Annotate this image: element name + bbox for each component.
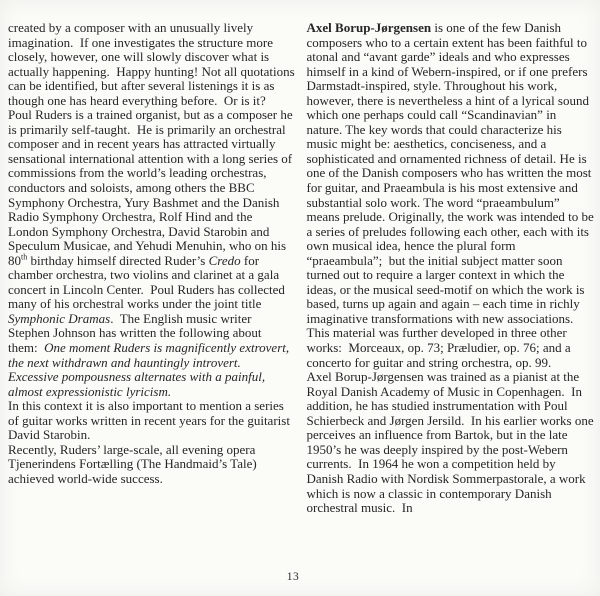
- italic-text-run: Credo: [208, 252, 241, 268]
- text-run: created by a composer with an unusually lively imagination. If one investigates the structure more closely, however, one will slowly discover what is actually happening. Happy hunting! Not all quotations can be identified, but after several listenings it is as though one has heard everything before. Or is it?: [8, 20, 295, 108]
- italic-text-run: One moment Ruders is magnificently extrovert, the next withdrawn and hauntingly introvert. Excessive pompousness alternates with a painful, almost expressionistic lyricism.: [8, 340, 290, 399]
- right-column: [307, 21, 595, 516]
- bold-text-run: Axel Borup-Jørgensen: [306, 20, 432, 35]
- paragraph: [8, 21, 296, 108]
- paragraph: [307, 370, 595, 515]
- text-run: for chamber orchestra, two violins and clarinet at a gala concert in Lincoln Center. Poul Ruders has collected many of his orchestral works under the joint title: [8, 252, 285, 312]
- italic-text-run: Symphonic Dramas: [8, 310, 111, 326]
- text-run: birthday himself directed Ruder’s: [27, 252, 209, 268]
- paragraph: [8, 399, 296, 443]
- page-number: 13: [286, 571, 300, 583]
- text-run: Poul Ruders is a trained organist, but as a composer he is primarily self-taught. He is primarily an orchestral composer and in recent years has attracted virtually sensational international attention with a long series of commissions from the world’s leading orchestras, conductors and soloists, among others the BBC Symphony Orchestra, Yury Bashmet and the Danish Radio Symphony Orchestra, Rolf Hind and the London Symphony Orchestra, David Starobin and Speculum Musicae, and Yehudi Menuhin, who on his 80: [8, 107, 293, 268]
- text-run: In this context it is also important to mention a series of guitar works written in recent years for the guitarist David Starobin.: [8, 398, 290, 443]
- text-columns: [8, 21, 594, 516]
- paragraph: [307, 21, 595, 370]
- text-run: Axel Borup-Jørgensen was trained as a pianist at the Royal Danish Academy of Music in Copenhagen. In addition, he has studied instrumentation with Poul Schierbeck and Jørgen Jersild. In his earlier works one perceives an influence from Bartok, but in the late 1950’s he was deeply inspired by the post-Webern currents. In 1964 he won a competition held by Danish Radio with Nordisk Sommerpastorale, a work which is now a classic in contemporary Danish orchestral music. In: [306, 369, 594, 516]
- paragraph: [8, 108, 296, 399]
- text-run: Recently, Ruders’ large-scale, all evening opera Tjenerindens Fortælling (The Handmaid’s Tale) achieved world-wide success.: [8, 441, 257, 486]
- superscript-run: th: [21, 252, 28, 262]
- left-column: [8, 21, 296, 516]
- paragraph: [8, 443, 296, 487]
- text-run: . The English music writer Stephen Johnson has written the following about them:: [8, 310, 262, 356]
- text-run: is one of the few Danish composers who to a certain extent has been faithful to atonal and “avant garde” ideals and who expresses himself in a kind of Webern-inspired, or if one prefers Darmstadt-inspired, style. Throughout his work, however, there is nevertheless a hint of a lyrical sound which one perhaps could call “Scandinavian” in nature. The key words that could characterize his music might be: aesthetics, conciseness, and a sophisticated and ornamented richness of detail. He is one of the Danish composers who has written the most for guitar, and Praeambula is his most extensive and substantial solo work. The word “praeambulum” means prelude. Originally, the work was intended to be a series of preludes following each other, each with its own musical idea, hence the plural form “praeambula”; but the initial subject matter soon turned out to require a larger context in which the ideas, or the musical seed-motif on which the work is based, turns up again and again – each time in richly imaginative transformations with new associations. This material was further developed in three other works: Morceaux, op. 73; Præludier, op. 76; and a concerto for guitar and string orchestra, op. 99.: [306, 20, 594, 370]
